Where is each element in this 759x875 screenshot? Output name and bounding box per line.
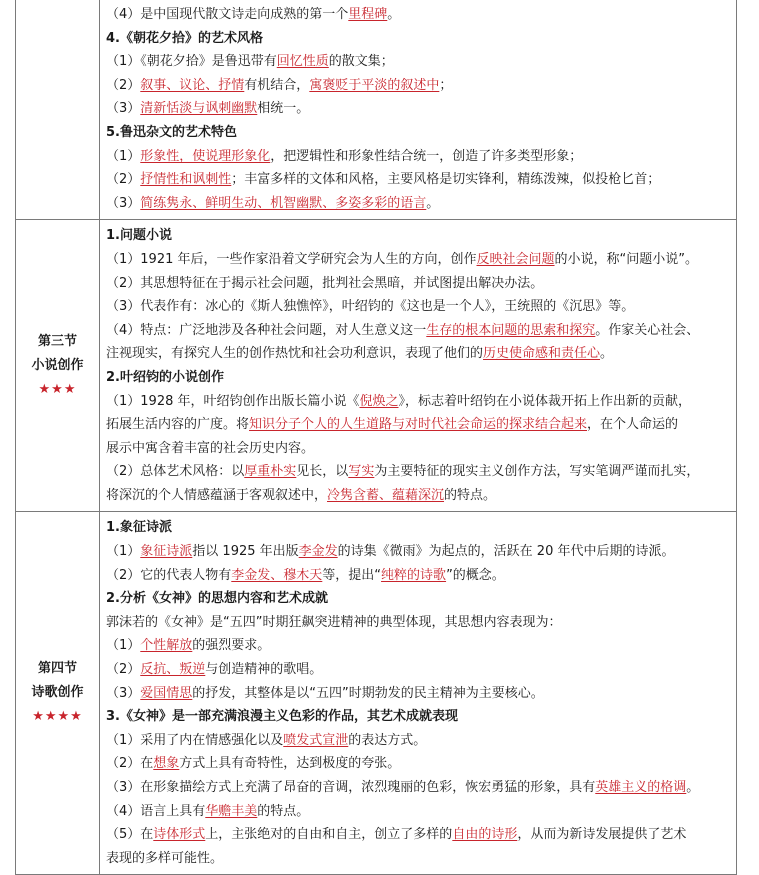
text-segment: 展示中寓含着丰富的社会历史内容。 (106, 440, 315, 456)
text-segment: （2） (106, 77, 141, 93)
section-label-cell (16, 220, 100, 512)
text-segment: （3）代表作有：冰心的《斯人独憔悴》，叶绍钧的《这也是一个人》，王统照的《沉思》等。 (106, 299, 635, 315)
text-segment: （1）1921 年后，一些作家沿着文学研究会为人生的方向，创作 (106, 251, 477, 267)
topic-heading (106, 27, 730, 51)
text-segment: （2）它的代表人物有 (106, 567, 232, 583)
text-segment: 。作家关心社会、 (595, 322, 700, 338)
key-term: 抒情性和讽刺性 (140, 172, 232, 188)
content-line (106, 484, 730, 508)
key-term: 简练隽永、鲜明生动、机智幽默、多姿多彩的语言 (140, 195, 427, 211)
content-line (106, 3, 730, 27)
content-line (106, 460, 730, 484)
text-segment: 的强烈要求。 (192, 638, 271, 654)
key-term: 李金发 (298, 544, 338, 560)
topic-heading (106, 705, 730, 729)
text-segment: ，从而为新诗发展提供了艺术 (517, 827, 687, 843)
key-term: 生存的根本问题的思索和探究 (426, 322, 596, 338)
content-line (106, 729, 730, 753)
text-segment: 表现的多样可能性。 (106, 850, 224, 866)
text-segment: ，把逻辑性和形象性结合统一，创造了许多类型形象； (270, 148, 583, 164)
text-segment: ”的概念。 (446, 567, 505, 583)
text-segment: 为主要特征的现实主义创作方法，写实笔调严谨而扎实， (374, 464, 700, 480)
content-line (106, 800, 730, 824)
content-line (106, 50, 730, 74)
text-segment: （2）其思想特征在于揭示社会问题，批判社会黑暗，并试图提出解决办法。 (106, 275, 544, 291)
text-segment: ，在个人命运的 (587, 417, 679, 433)
text-segment: 3.《女神》是一部充满浪漫主义色彩的作品，其艺术成就表现 (106, 709, 458, 725)
key-term: 寓褒贬于平淡的叙述中 (309, 77, 440, 93)
text-segment: 。 (387, 7, 401, 22)
topic-heading (106, 587, 730, 611)
text-segment: 郭沫若的《女神》是“五四”时期狂飙突进精神的典型体现，其思想内容表现为： (106, 614, 562, 630)
section-content-cell (100, 512, 737, 875)
section-label-cell (16, 512, 100, 875)
text-segment: （5）在 (106, 827, 154, 843)
key-term: 自由的诗形 (452, 827, 518, 843)
text-segment: （1） (106, 544, 141, 560)
key-term: 清新恬淡与讽刺幽默 (140, 101, 258, 117)
content-line (106, 564, 730, 588)
key-term: 厚重朴实 (244, 464, 297, 480)
text-segment: （2） (106, 662, 141, 678)
text-segment: （2）总体艺术风格：以 (106, 464, 245, 480)
key-term: 想象 (153, 756, 180, 772)
text-segment: 将深沉的个人情感蕴涵于客观叙述中， (106, 487, 328, 503)
text-segment: （3） (106, 101, 141, 117)
text-segment: （1）1928 年，叶绍钧创作出版长篇小说《 (106, 393, 360, 409)
content-line (106, 437, 730, 461)
key-term: 李金发、穆木天 (231, 567, 323, 583)
content-line (106, 145, 730, 169)
content-line (106, 658, 730, 682)
content-line (106, 272, 730, 296)
key-term: 回忆性质 (276, 54, 329, 70)
text-segment: （4）特点：广泛地涉及各种社会问题，对人生意义这一 (106, 322, 427, 338)
text-segment: 见长，以 (296, 464, 349, 480)
text-segment: 与创造精神的歌唱。 (205, 662, 323, 678)
key-term: 历史使命感和责任心 (483, 346, 601, 362)
text-segment: （3） (106, 195, 141, 211)
text-segment: 1.象征诗派 (106, 520, 172, 536)
content-line (106, 634, 730, 658)
content-line (106, 682, 730, 706)
content-line (106, 752, 730, 776)
topic-heading (106, 366, 730, 390)
text-segment: 2.分析《女神》的思想内容和艺术成就 (106, 591, 328, 607)
key-term: 英雄主义的格调 (595, 780, 687, 795)
key-term: 冷隽含蓄、蕴藉深沉 (327, 487, 445, 503)
content-line (106, 168, 730, 192)
text-segment: 的抒发，其整体是以“五四”时期勃发的民主精神为主要核心。 (192, 685, 544, 701)
content-line (106, 319, 730, 343)
text-segment: 的特点。 (257, 803, 310, 819)
text-segment: 的散文集； (328, 54, 394, 70)
content-line (106, 295, 730, 319)
importance-stars: ★★★ (38, 381, 77, 397)
key-term: 象征诗派 (140, 544, 193, 560)
key-term: 诗体形式 (153, 827, 206, 843)
content-line (106, 611, 730, 635)
text-segment: （1）《朝花夕拾》是鲁迅带有 (106, 54, 277, 70)
content-line (106, 342, 730, 366)
key-term: 叙事、议论、抒情 (140, 77, 245, 93)
text-segment: 。 (426, 195, 440, 211)
text-segment: 5.鲁迅杂文的艺术特色 (106, 124, 237, 140)
key-term: 形象性，使说理形象化 (140, 148, 271, 164)
text-segment: 方式上具有奇特性，达到极度的夸张。 (179, 756, 401, 772)
text-segment: 等，提出“ (322, 567, 382, 583)
section-subtitle: 小说创作 (31, 357, 84, 373)
section-content-cell (100, 220, 737, 512)
section-label-cell (16, 0, 100, 220)
text-segment: （3） (106, 685, 141, 701)
topic-heading (106, 224, 730, 248)
text-segment: （4）是中国现代散文诗走向成熟的第一个 (106, 7, 349, 22)
section-content-cell (100, 0, 737, 220)
importance-stars: ★★★★ (32, 709, 83, 725)
content-line (106, 413, 730, 437)
topic-heading (106, 121, 730, 145)
text-segment: 的小说，称“问题小说”。 (554, 251, 698, 267)
text-segment: ； (439, 77, 453, 93)
key-term: 里程碑 (348, 7, 388, 22)
content-line (106, 248, 730, 272)
content-line (106, 192, 730, 216)
text-segment: 的表达方式。 (348, 732, 427, 748)
text-segment: 有机结合， (244, 77, 310, 93)
text-segment: 4.《朝花夕拾》的艺术风格 (106, 30, 263, 46)
text-segment: （3）在形象描绘方式上充满了昂奋的音调，浓烈瑰丽的色彩，恢宏勇猛的形象，具有 (106, 780, 596, 795)
content-line (106, 74, 730, 98)
text-segment: 的诗集《微雨》为起点的，活跃在 20 年代中后期的诗派。 (337, 544, 675, 560)
content-line (106, 97, 730, 121)
notes-table-body (16, 0, 737, 875)
topic-heading (106, 516, 730, 540)
text-segment: 注视现实，有探究人生的创作热忱和社会功利意识，表现了他们的 (106, 346, 484, 362)
text-segment: （1） (106, 638, 141, 654)
key-term: 华赡丰美 (205, 803, 258, 819)
content-line (106, 390, 730, 414)
text-segment: （1） (106, 148, 141, 164)
text-segment: 。 (600, 346, 614, 362)
text-segment: （2） (106, 172, 141, 188)
key-term: 知识分子个人的人生道路与对时代社会命运的探求结合起来 (249, 417, 588, 433)
key-term: 个性解放 (140, 638, 193, 654)
content-line (106, 847, 730, 871)
content-line (106, 776, 730, 800)
section-row (16, 220, 737, 512)
key-term: 反抗、叛逆 (140, 662, 206, 678)
text-segment: 》，标志着叶绍钧在小说体裁开拓上作出新的贡献， (398, 393, 692, 409)
content-line (106, 823, 730, 847)
text-segment: 1.问题小说 (106, 228, 172, 244)
section-subtitle: 诗歌创作 (31, 685, 84, 701)
key-term: 倪焕之 (359, 393, 399, 409)
section-title: 第三节 (37, 333, 77, 349)
key-term: 反映社会问题 (476, 251, 555, 267)
key-term: 喷发式宣泄 (283, 732, 349, 748)
section-row (16, 0, 737, 220)
text-segment: 的特点。 (444, 487, 497, 503)
text-segment: 相统一。 (257, 101, 310, 117)
text-segment: （2）在 (106, 756, 154, 772)
text-segment: 上，主张绝对的自由和自主，创立了多样的 (205, 827, 453, 843)
key-term: 纯粹的诗歌 (381, 567, 447, 583)
text-segment: （4）语言上具有 (106, 803, 206, 819)
notes-table (15, 0, 737, 875)
text-segment: 拓展生活内容的广度。将 (106, 417, 250, 433)
section-title: 第四节 (37, 661, 77, 677)
text-segment: （1）采用了内在情感强化以及 (106, 732, 284, 748)
key-term: 写实 (348, 464, 375, 480)
text-segment: ；丰富多样的文体和风格，主要风格是切实锋利，精练泼辣，似投枪匕首； (231, 172, 661, 188)
text-segment: 。 (686, 780, 700, 795)
text-segment: 2.叶绍钧的小说创作 (106, 369, 224, 385)
text-segment: 指以 1925 年出版 (192, 544, 299, 560)
key-term: 爱国情思 (140, 685, 193, 701)
section-row (16, 512, 737, 875)
content-line (106, 540, 730, 564)
